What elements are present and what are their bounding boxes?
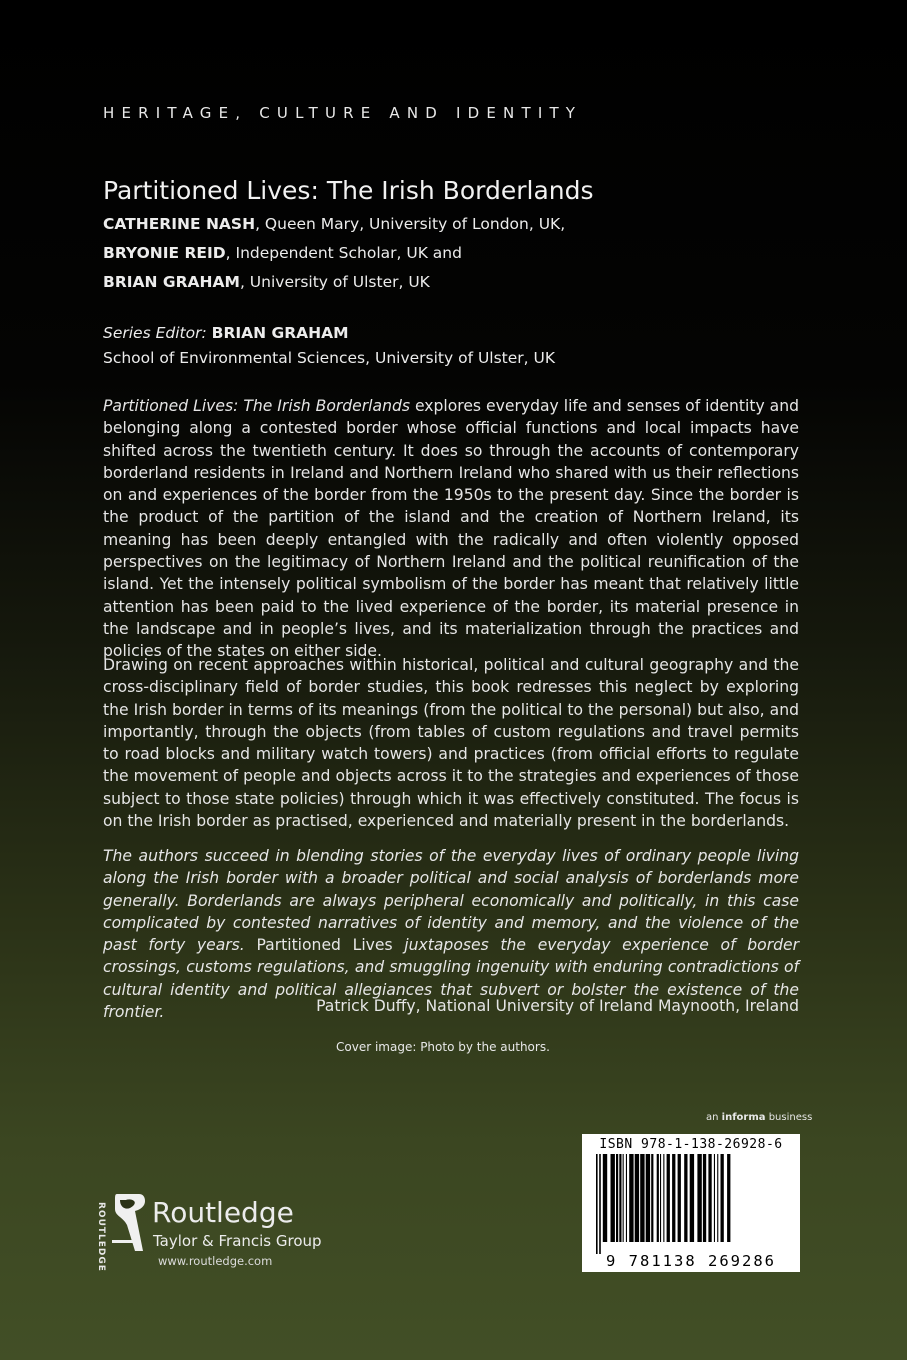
- routledge-spine-text: ROUTLEDGE: [96, 1202, 106, 1272]
- barcode-bar: [626, 1154, 627, 1242]
- publisher-group: Taylor & Francis Group: [153, 1232, 322, 1250]
- barcode-bar: [635, 1154, 639, 1242]
- barcode-bar: [611, 1154, 615, 1242]
- isbn-digits: 9 781138 269286: [606, 1252, 776, 1270]
- author-affiliation: , Queen Mary, University of London, UK,: [255, 215, 566, 233]
- author-name: BRYONIE REID: [103, 244, 226, 262]
- series-editor-name: BRIAN GRAHAM: [211, 324, 349, 342]
- review-book-title: Partitioned Lives: [256, 936, 393, 955]
- isbn-barcode: [582, 1134, 800, 1272]
- review-text: The authors succeed in blending stories of the everyday lives of ordinary people living along the Irish border with a broader political and social analysis of borderlands more generally. Borderlands are always peripheral economically and politically, in this case complicated by contested narratives of identity and memory, and the violence of the past forty years.: [103, 847, 799, 955]
- informa-post: business: [765, 1112, 813, 1123]
- barcode-bar: [660, 1154, 661, 1242]
- author-affiliation: , Independent Scholar, UK and: [225, 244, 462, 262]
- description-paragraph-2: Drawing on recent approaches within historical, political and cultural geography and the cross-disciplinary field of border studies, this book redresses this neglect by exploring the Irish border in terms of its meanings (from the political to the personal) but also, and importantly, through the objects (from tables of custom regulations and travel permits to road blocks and military watch towers) and practices (from official efforts to regulate the movement of people and objects across it to the strategies and experiences of those subject to those state policies) through which it was effectively constituted. The focus is on the Irish border as practised, experienced and materially present in the borderlands.: [103, 656, 799, 831]
- barcode-bars: [596, 1154, 790, 1254]
- review-text: juxtaposes the everyday experience of border crossings, customs regulations, and smuggling ingenuity with enduring contradictions of cultural identity and political allegiances that subvert or bolster the existence of the frontier.: [103, 936, 800, 1022]
- barcode-bar: [684, 1154, 687, 1242]
- barcode-bar: [596, 1154, 598, 1254]
- barcode-bar: [717, 1154, 718, 1242]
- barcode-bar: [721, 1154, 724, 1242]
- series-editor: [103, 324, 349, 342]
- barcode-bar: [623, 1154, 624, 1242]
- barcode-bar: [651, 1154, 653, 1242]
- barcode-bar: [727, 1154, 730, 1242]
- barcode-bar: [619, 1154, 621, 1242]
- author-affiliation: , University of Ulster, UK: [239, 273, 430, 291]
- informa-tagline: [706, 1112, 812, 1123]
- barcode-bar: [714, 1154, 715, 1242]
- barcode-bar: [657, 1154, 659, 1242]
- routledge-spine: [92, 1202, 106, 1272]
- isbn-label: ISBN 978-1-138-26928-6: [599, 1137, 783, 1152]
- barcode-bar: [703, 1154, 706, 1242]
- barcode-bar: [603, 1154, 607, 1242]
- barcode-bar: [640, 1154, 644, 1242]
- book-title: Partitioned Lives: The Irish Borderlands: [103, 176, 594, 205]
- author-line-2: [103, 244, 462, 262]
- cover-credit: Cover image: Photo by the authors.: [336, 1040, 550, 1054]
- barcode-bar: [663, 1154, 664, 1242]
- barcode-bar: [678, 1154, 681, 1242]
- informa-pre: an: [706, 1112, 722, 1123]
- barcode-bar: [690, 1154, 694, 1242]
- barcode-bar: [667, 1154, 670, 1242]
- series-editor-affiliation: School of Environmental Sciences, University of Ulster, UK: [103, 349, 556, 367]
- author-name: BRIAN GRAHAM: [103, 273, 240, 291]
- barcode-bar: [672, 1154, 675, 1242]
- description-text: explores everyday life and senses of identity and belonging along a contested border whose official functions and local impacts have shifted across the twentieth century. It does so through the accounts of contemporary borderland residents in Ireland and Northern Ireland who shared with us their reflections on and experiences of the border from the 1950s to the present day. Since the border is the product of the partition of the island and the creation of Northern Ireland, its meaning has been deeply entangled with the radically and often violently opposed perspectives on the legitimacy of Northern Ireland and the political reunification of the island. Yet the intensely political symbolism of the border has meant that relatively little attention has been paid to the lived experience of the border, its material presence in the landscape and in people’s lives, and its materialization through the practices and policies of the states on either side.: [103, 397, 799, 661]
- barcode-bar: [646, 1154, 650, 1242]
- barcode-bar: [708, 1154, 711, 1242]
- publisher-url[interactable]: www.routledge.com: [158, 1254, 273, 1268]
- barcode-bar: [697, 1154, 701, 1242]
- description-book-title: Partitioned Lives: The Irish Borderlands: [103, 397, 410, 415]
- description-paragraph-1: [103, 395, 799, 663]
- series-title: HERITAGE, CULTURE AND IDENTITY: [103, 104, 583, 122]
- publisher-name: Routledge: [152, 1196, 294, 1229]
- barcode-bar: [616, 1154, 618, 1242]
- author-line-3: [103, 273, 430, 291]
- series-editor-label: Series Editor:: [103, 324, 212, 342]
- author-name: CATHERINE NASH: [103, 215, 256, 233]
- barcode-bar: [629, 1154, 633, 1242]
- informa-bold: informa: [721, 1112, 766, 1123]
- barcode-bar: [599, 1154, 601, 1254]
- review-attribution: Patrick Duffy, National University of Ireland Maynooth, Ireland: [316, 997, 799, 1015]
- author-line-1: [103, 215, 565, 233]
